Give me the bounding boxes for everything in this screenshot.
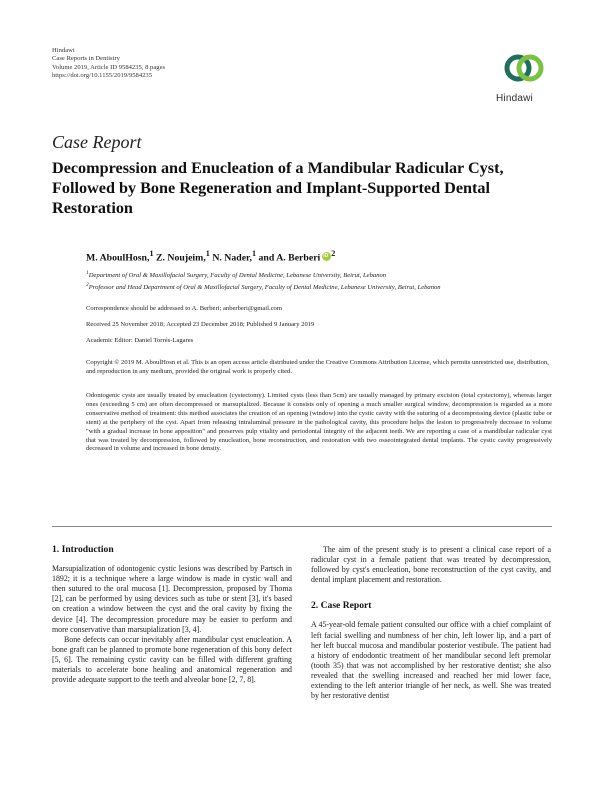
- author-affiliation-mark: 1: [149, 249, 154, 258]
- journal-name: Case Reports in Dentistry: [52, 55, 120, 63]
- author-name[interactable]: Z. Noujeim,: [155, 252, 206, 264]
- section-divider: [52, 526, 552, 527]
- journal-meta: [52, 47, 165, 81]
- author-name[interactable]: M. AboulHosn,: [86, 252, 150, 264]
- author-affiliation-mark: 2: [331, 249, 336, 258]
- correspondence: Correspondence should be addressed to A. Berberi; anberberi@gmail.com: [86, 305, 282, 312]
- article-type: Case Report: [52, 132, 142, 152]
- article-title: Decompression and Enucleation of a Mandibular Radicular Cyst, Followed by Bone Regeneration and Implant-Supported Dental Restoration: [52, 159, 504, 217]
- section-heading-case-report: 2. Case Report: [311, 600, 372, 612]
- author-name[interactable]: and A. Berberi: [258, 252, 321, 264]
- author-name[interactable]: N. Nader,: [212, 252, 252, 264]
- affiliation: [86, 270, 386, 279]
- body-paragraph: Marsupialization of odontogenic cystic lesions was described by Partsch in 1892; it is a technique where a large window is made in cystic wall and then sutured to the oral mucosa [1]. Decompression, proposed by Thoma [2], can be performed by using devices such as tube or stent [3], it's based on creation a window between the cyst and the oral cavity by fixing the device [4]. The decompression procedure may be easier to perform and more conservative than marsupialization [3, 4].: [52, 564, 292, 634]
- article-dates: Received 25 November 2018; Accepted 23 December 2018; Published 9 January 2019: [86, 321, 315, 328]
- journal-doi[interactable]: https://doi.org/10.1155/2019/9584235: [52, 72, 153, 80]
- right-column: [311, 545, 551, 701]
- affiliation-text: Department of Oral & Maxillofacial Surgery, Faculty of Dental Medicine, Lebanese University, Beirut, Lebanon: [88, 272, 387, 280]
- left-column: [52, 545, 292, 685]
- body-paragraph: Bone defects can occur inevitably after mandibular cyst enucleation. A bone graft can be planned to promote bone regeneration of this bony defect [5, 6]. The remaining cystic cavity can be filled with different grafting materials to accelerate bone healing and anatomical regeneration and provide adequate support to the teeth and alveolar bone [2, 7, 8].: [52, 634, 292, 685]
- affiliation: [86, 282, 441, 291]
- academic-editor: Academic Editor: Daniel Torrés-Lagares: [86, 337, 194, 344]
- author-list: [86, 249, 335, 263]
- body-paragraph: The aim of the present study is to present a clinical case report of a radicular cyst in a female patient that was treated by decompression, followed by cyst's enucleation, bone reconstruction of the cyst cavity, and dental implant placement and restoration.: [311, 545, 551, 585]
- body-paragraph: A 45-year-old female patient consulted our office with a chief complaint of left facial swelling and numbness of her chin, left lower lip, and a part of her left buccal mucosa and mandibular posterior vestibule. The patient had a history of endodontic treatment of her mandibular second left premolar (tooth 35) that was not accomplished by her restorative dentist; she also revealed that the swelling increased and reached her mid lower face, extending to the left anterior triangle of her neck, as well. She was treated by her restorative dentist: [311, 620, 551, 701]
- journal-volume: Volume 2019, Article ID 9584235, 8 pages: [52, 63, 166, 71]
- abstract: Odontogenic cysts are usually treated by enucleation (cystectomy). Limited cysts (less than 5cm) are usually managed by primary excision (total cystectomy), whereas larger ones (exceeding 5 cm) are often decompressed or marsupialized. Because it consists only of opening a much smaller surgical window, decompression is regarded as a more conservative method of treatment: this method associates the creation of an opening (window) into the cystic cavity with the suturing of a decompressing device (plastic tube or stent) at the periphery of the cyst. Apart from releasing intraluminal pressure in the pathological cavity, this procedure helps the lesion to progressively decrease in volume "with a gradual increase in bone apposition" and preserves pulp vitality and periodontal integrity of the adjacent teeth. We are reporting a case of a mandibular radicular cyst that was treated by decompression, followed by enucleation, bone reconstruction, and restoration with two osseointegrated dental implants. The cystic cavity progressively decreased in volume and increased in bone density.: [86, 392, 552, 453]
- author-affiliation-mark: 1: [205, 249, 210, 258]
- journal-publisher: Hindawi: [52, 47, 75, 54]
- copyright-notice: Copyright © 2019 M. AboulHosn et al. This is an open access article distributed under the Creative Commons Attribution License, which permits unrestricted use, distribution, and reproduction in any medium, provided the original work is properly cited.: [86, 359, 549, 375]
- affiliation-text: Professor and Head Department of Oral & Maxillofacial Surgery, Faculty of Dental Medicine, Lebanese University, Beirut, Lebanon: [88, 284, 441, 292]
- author-affiliation-mark: 1: [251, 249, 257, 258]
- section-heading-introduction: 1. Introduction: [52, 544, 114, 555]
- logo-wordmark: Hindawi: [496, 93, 533, 104]
- affiliation-mark: 1: [86, 270, 89, 276]
- orcid-icon[interactable]: [322, 252, 331, 261]
- affiliation-mark: 2: [86, 282, 89, 288]
